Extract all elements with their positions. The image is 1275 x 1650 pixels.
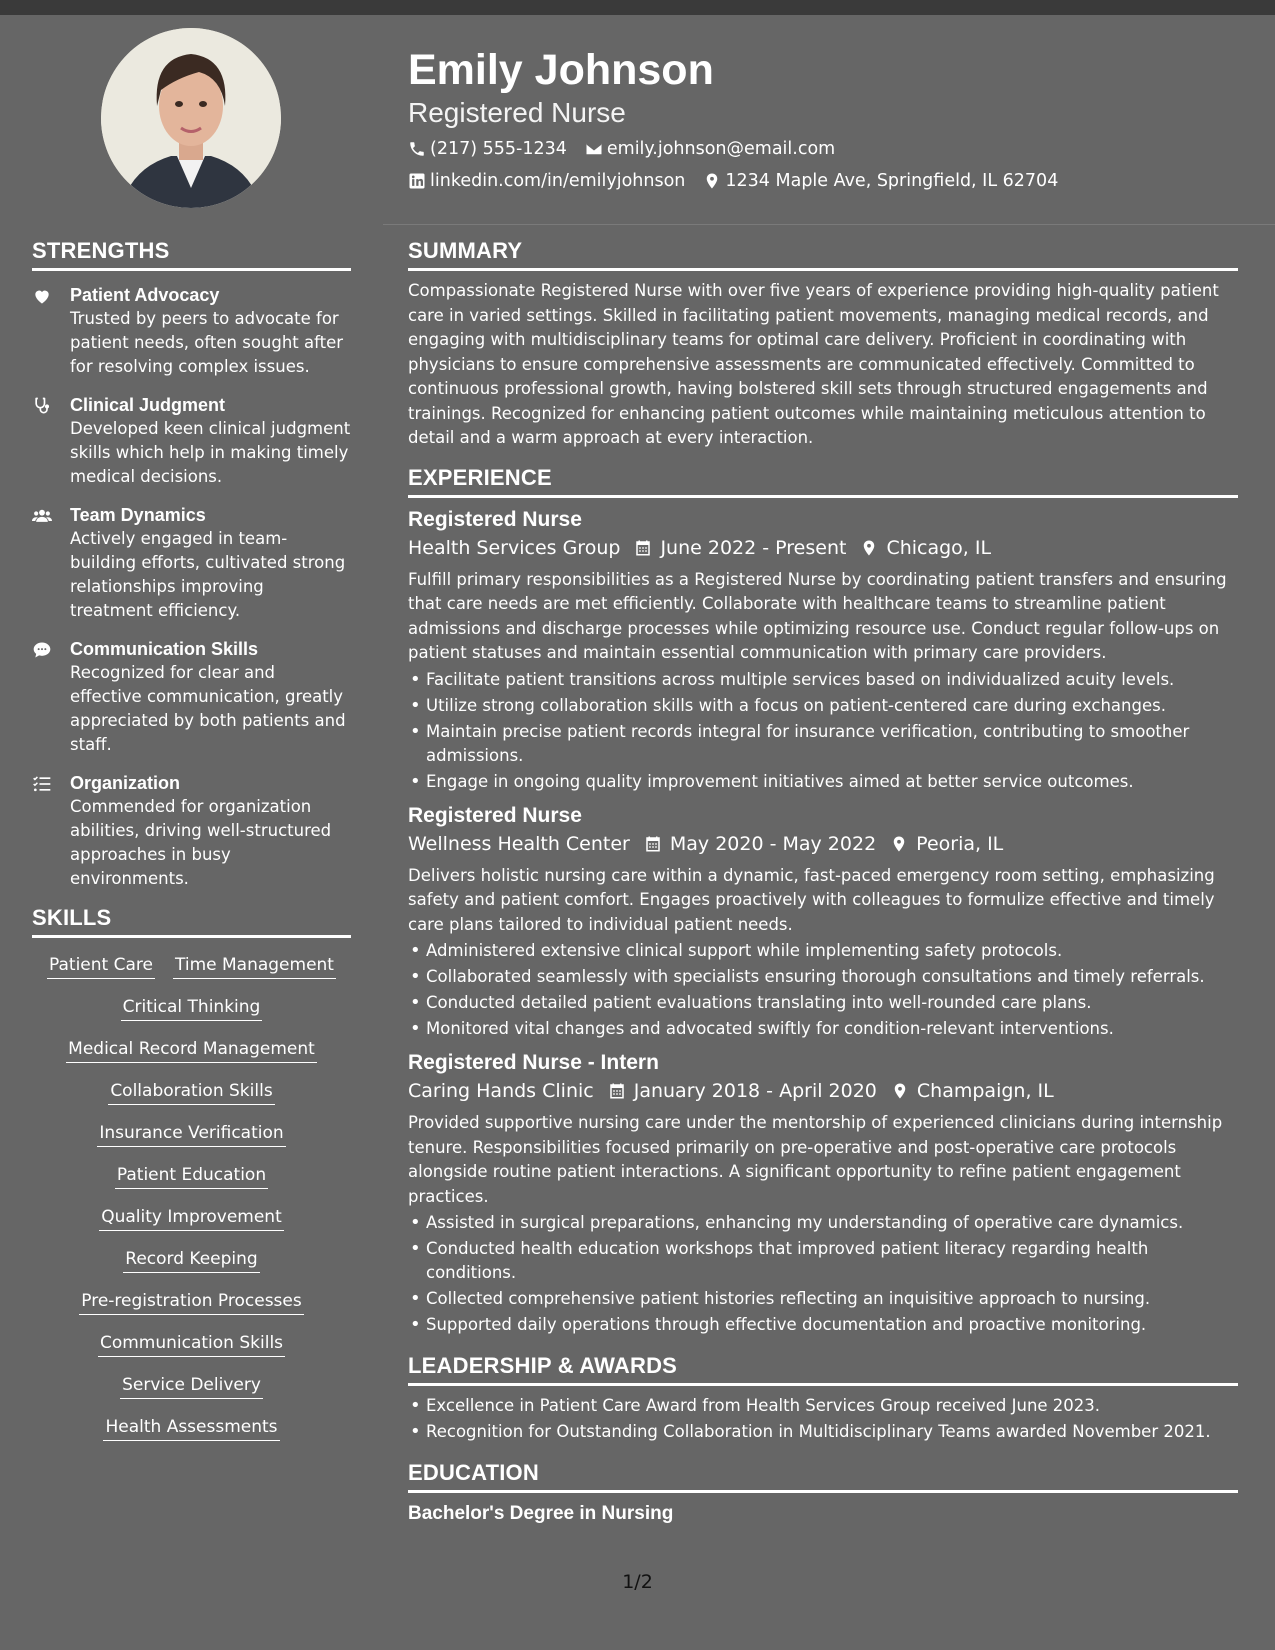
awards-list xyxy=(408,1394,1238,1444)
job-location: Champaign, IL xyxy=(916,1080,1054,1102)
job-title: Registered Nurse - Intern xyxy=(408,1051,659,1074)
education-degree: Bachelor's Degree in Nursing xyxy=(408,1503,674,1524)
chat-icon xyxy=(32,640,52,660)
strength-item xyxy=(32,637,351,757)
linkedin-icon xyxy=(408,172,426,190)
strength-item xyxy=(32,283,351,379)
bullet-item: • Administered extensive clinical support while implementing safety protocols. xyxy=(408,939,1238,963)
skill-tag: Record Keeping xyxy=(123,1248,259,1273)
profile-photo xyxy=(101,28,281,208)
job-location: Chicago, IL xyxy=(886,536,992,559)
strength-description: Trusted by peers to advocate for patient needs, often sought after for resolving complex issues. xyxy=(70,309,344,376)
award-item: • Recognition for Outstanding Collaboration in Multidisciplinary Teams awarded November 2021. xyxy=(408,1420,1238,1444)
strength-title: Organization xyxy=(70,773,181,793)
bullet-item: • Conducted health education workshops that improved patient literacy regarding health conditions. xyxy=(408,1237,1238,1285)
job-location: Peoria, IL xyxy=(916,832,1004,855)
strength-item xyxy=(32,503,351,623)
avatar-illustration xyxy=(101,28,281,208)
contact-row-2 xyxy=(408,168,1238,194)
job-entry xyxy=(408,1049,1238,1337)
skill-tag: Time Management xyxy=(173,954,336,979)
job-title: Registered Nurse xyxy=(408,507,582,531)
map-pin-icon xyxy=(891,1082,909,1100)
resume-header xyxy=(408,44,1238,194)
job-meta xyxy=(408,1077,1238,1105)
bullet-item: • Facilitate patient transitions across multiple services based on individualized acuity levels. xyxy=(408,668,1238,692)
skill-tag: Insurance Verification xyxy=(97,1122,285,1147)
phone-contact[interactable] xyxy=(408,136,567,162)
strength-title: Patient Advocacy xyxy=(70,285,220,305)
skill-tag: Critical Thinking xyxy=(121,996,263,1021)
strength-description: Recognized for clear and effective communication, greatly appreciated by both patients and staff. xyxy=(70,663,346,754)
bullet-item: • Supported daily operations through effective documentation and proactive monitoring. xyxy=(408,1313,1238,1337)
summary-heading: SUMMARY xyxy=(408,238,1238,271)
list-check-icon xyxy=(32,774,52,794)
skill-tag: Collaboration Skills xyxy=(108,1080,274,1105)
linkedin-text: linkedin.com/in/emilyjohnson xyxy=(430,171,686,191)
candidate-name: Emily Johnson xyxy=(408,46,714,94)
bullet-item: • Assisted in surgical preparations, enhancing my understanding of operative care dynamics. xyxy=(408,1211,1238,1235)
skill-tag: Pre-registration Processes xyxy=(79,1290,303,1315)
skill-tag: Service Delivery xyxy=(120,1374,263,1399)
job-description: Provided supportive nursing care under the mentorship of experienced clinicians during internship tenure. Responsibilities focused primarily on pre-operative and post-operative care protocols alongside routine patient interactions. A significant opportunity to refine patient engagement practices. xyxy=(408,1113,1223,1206)
job-entry xyxy=(408,802,1238,1042)
job-bullets xyxy=(408,668,1238,794)
job-description: Fulfill primary responsibilities as a Registered Nurse by coordinating patient transfers and ensuring that care needs are met efficiently. Collaborate with healthcare teams to streamline patient admissions and discharge processes while optimizing resource use. Conduct regular follow-ups on patient statuses and maintain essential communication with primary care providers. xyxy=(408,569,1227,662)
job-bullets xyxy=(408,1211,1238,1337)
strength-title: Team Dynamics xyxy=(70,505,206,525)
candidate-role: Registered Nurse xyxy=(408,97,626,128)
job-meta xyxy=(408,534,1238,562)
strength-title: Clinical Judgment xyxy=(70,395,226,415)
awards-heading: LEADERSHIP & AWARDS xyxy=(408,1353,1238,1386)
left-column xyxy=(32,238,351,1458)
strength-title: Communication Skills xyxy=(70,639,259,659)
bullet-item: • Maintain precise patient records integral for insurance verification, contributing to smoother admissions. xyxy=(408,720,1238,768)
bullet-item: • Collected comprehensive patient histories reflecting an inquisitive approach to nursing. xyxy=(408,1287,1238,1311)
strength-item xyxy=(32,393,351,489)
skill-tag: Medical Record Management xyxy=(66,1038,317,1063)
calendar-icon xyxy=(634,539,652,557)
job-company: Wellness Health Center xyxy=(408,832,630,855)
strength-description: Actively engaged in team-building efforts, cultivated strong relationships improving treatment efficiency. xyxy=(70,529,346,620)
skill-tag: Quality Improvement xyxy=(99,1206,284,1231)
page-number: 1/2 xyxy=(622,1571,653,1593)
strengths-heading: STRENGTHS xyxy=(32,238,351,271)
strength-description: Developed keen clinical judgment skills which help in making timely medical decisions. xyxy=(70,419,351,486)
skill-tag: Health Assessments xyxy=(103,1416,279,1441)
linkedin-contact[interactable] xyxy=(408,168,685,194)
job-description: Delivers holistic nursing care within a dynamic, fast-paced emergency room setting, emphasizing safety and patient comfort. Engages proactively with colleagues to formulize effective and timely care plans tailored to individual patient needs. xyxy=(408,865,1215,934)
skill-tag: Communication Skills xyxy=(98,1332,285,1357)
strength-item xyxy=(32,771,351,891)
bullet-item: • Monitored vital changes and advocated swiftly for condition-relevant interventions. xyxy=(408,1017,1238,1041)
header-divider xyxy=(383,224,1275,225)
job-company: Health Services Group xyxy=(408,536,621,559)
phone-text: (217) 555-1234 xyxy=(430,139,567,159)
bullet-item: • Collaborated seamlessly with specialists ensuring thorough consultations and timely referrals. xyxy=(408,965,1238,989)
strength-description: Commended for organization abilities, driving well-structured approaches in busy environments. xyxy=(70,797,332,888)
job-bullets xyxy=(408,939,1238,1041)
calendar-icon xyxy=(608,1082,626,1100)
phone-icon xyxy=(408,140,426,158)
skill-tag: Patient Education xyxy=(115,1164,268,1189)
award-item: • Excellence in Patient Care Award from Health Services Group received June 2023. xyxy=(408,1394,1238,1418)
skills-heading: SKILLS xyxy=(32,905,351,938)
stethoscope-icon xyxy=(32,396,52,416)
top-bar xyxy=(0,0,1275,15)
calendar-icon xyxy=(644,835,662,853)
email-text: emily.johnson@email.com xyxy=(606,139,836,159)
job-dates: May 2020 - May 2022 xyxy=(669,832,877,855)
map-pin-icon xyxy=(703,172,721,190)
job-meta xyxy=(408,830,1238,858)
map-pin-icon xyxy=(890,835,908,853)
job-dates: June 2022 - Present xyxy=(660,536,847,559)
job-entry xyxy=(408,506,1238,794)
job-title: Registered Nurse xyxy=(408,803,582,827)
bullet-item: • Conducted detailed patient evaluations translating into well-rounded care plans. xyxy=(408,991,1238,1015)
skill-tag: Patient Care xyxy=(47,954,155,979)
address-text: 1234 Maple Ave, Springfield, IL 62704 xyxy=(725,171,1059,191)
contact-row-1 xyxy=(408,136,1238,162)
skills-list xyxy=(32,954,351,1441)
bullet-item: • Utilize strong collaboration skills with a focus on patient-centered care during exchanges. xyxy=(408,694,1238,718)
job-company: Caring Hands Clinic xyxy=(408,1080,594,1102)
bullet-item: • Engage in ongoing quality improvement initiatives aimed at better service outcomes. xyxy=(408,770,1238,794)
experience-heading: EXPERIENCE xyxy=(408,465,1238,498)
education-heading: EDUCATION xyxy=(408,1460,1238,1493)
right-column xyxy=(408,238,1238,1527)
envelope-icon xyxy=(585,140,603,158)
users-icon xyxy=(32,506,52,526)
strengths-list xyxy=(32,283,351,891)
job-dates: January 2018 - April 2020 xyxy=(633,1080,877,1102)
email-contact[interactable] xyxy=(585,136,835,162)
address-contact xyxy=(703,168,1058,194)
summary-text: Compassionate Registered Nurse with over five years of experience providing high-quality patient care in varied settings. Skilled in facilitating patient movements, managing medical records, and engaging with multidisciplinary teams for optimal care delivery. Proficient in coordinating with physicians to ensure comprehensive assessments are communicated effectively. Committed to continuous professional growth, having bolstered skill sets through structured engagements and trainings. Recognized for enhancing patient outcomes while maintaining meticulous attention to detail and a warm approach at every interaction. xyxy=(408,281,1219,447)
map-pin-icon xyxy=(860,539,878,557)
heart-icon xyxy=(32,286,52,306)
